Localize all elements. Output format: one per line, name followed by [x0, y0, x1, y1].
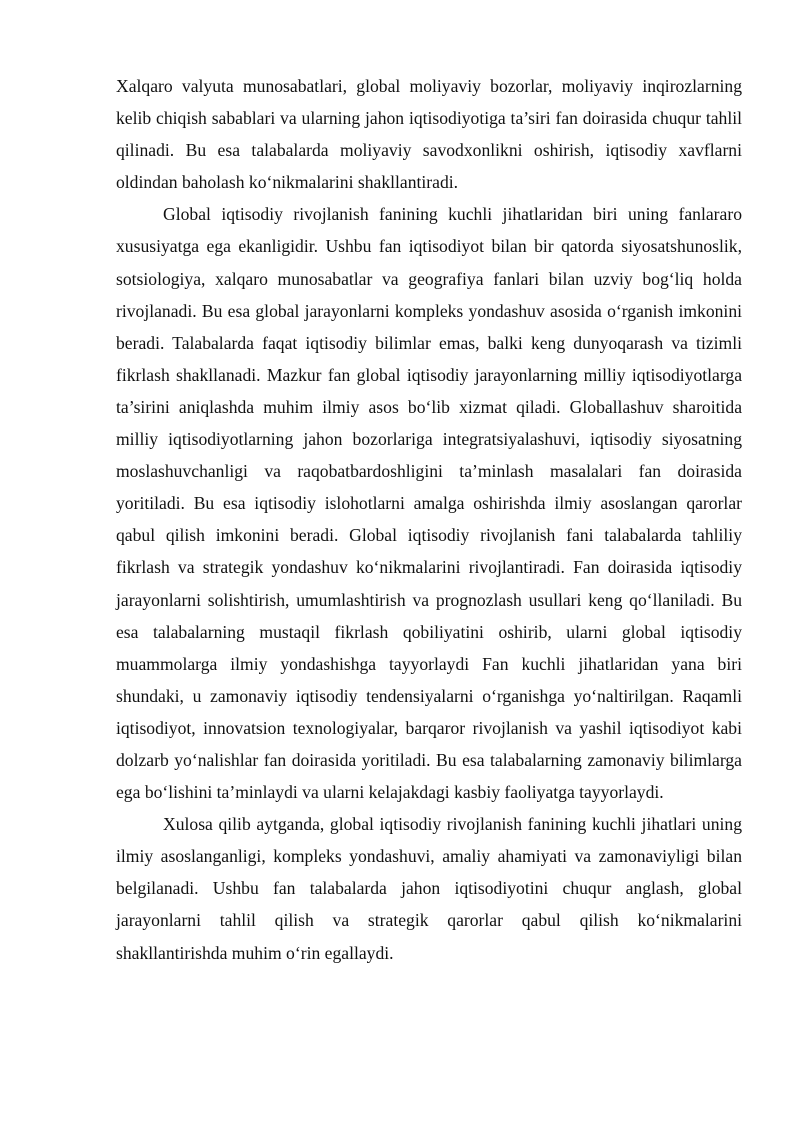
- paragraph-1: Xalqaro valyuta munosabatlari, global moliyaviy bozorlar, moliyaviy inqirozlarning kelib chiqish sabablari va ularning jahon iqtisodiyotiga ta’siri fan doirasida chuqur tahlil qilinadi. Bu esa talabalarda moliyaviy savodxonlikni oshirish, iqtisodiy xavflarni oldindan baholash ko‘nikmalarini shakllantiradi.: [116, 76, 742, 193]
- document-page: [116, 70, 742, 969]
- paragraph-3: Xulosa qilib aytganda, global iqtisodiy rivojlanish fanining kuchli jihatlari uning ilmiy asoslanganligi, kompleks yondashuvi, amaliy ahamiyati va zamonaviyligi bilan belgilanadi. Ushbu fan talabalarda jahon iqtisodiyotini chuqur anglash, global jarayonlarni tahlil qilish va strategik qarorlar qabul qilish ko‘nikmalarini shakllantirishda muhim o‘rin egallaydi.: [116, 814, 742, 963]
- paragraph-2: Global iqtisodiy rivojlanish fanining kuchli jihatlaridan biri uning fanlararo xususiyatga ega ekanligidir. Ushbu fan iqtisodiyot bilan bir qatorda siyosatshunoslik, sotsiologiya, xalqaro munosabatlar va geografiya fanlari bilan uzviy bog‘liq holda rivojlanadi. Bu esa global jarayonlarni kompleks yondashuv asosida o‘rganish imkonini beradi. Talabalarda faqat iqtisodiy bilimlar emas, balki keng dunyoqarash va tizimli fikrlash shakllanadi. Mazkur fan global iqtisodiy jarayonlarning milliy iqtisodiyotlarga ta’sirini aniqlashda muhim ilmiy asos bo‘lib xizmat qiladi. Globallashuv sharoitida milliy iqtisodiyotlarning jahon bozorlariga integratsiyalashuvi, iqtisodiy siyosatning moslashuvchanligi va raqobatbardoshligini ta’minlash masalalari fan doirasida yoritiladi. Bu esa iqtisodiy islohotlarni amalga oshirishda ilmiy asoslangan qarorlar qabul qilish imkonini beradi. Global iqtisodiy rivojlanish fani talabalarda tahliliy fikrlash va strategik yondashuv ko‘nikmalarini rivojlantiradi. Fan doirasida iqtisodiy jarayonlarni solishtirish, umumlashtirish va prognozlash usullari keng qo‘llaniladi. Bu esa talabalarning mustaqil fikrlash qobiliyatini oshirib, ularni global iqtisodiy muammolarga ilmiy yondashishga tayyorlaydi Fan kuchli jihatlaridan yana biri shundaki, u zamonaviy iqtisodiy tendensiyalarni o‘rganishga yo‘naltirilgan. Raqamli iqtisodiyot, innovatsion texnologiyalar, barqaror rivojlanish va yashil iqtisodiyot kabi dolzarb yo‘nalishlar fan doirasida yoritiladi. Bu esa talabalarning zamonaviy bilimlarga ega bo‘lishini ta’minlaydi va ularni kelajakdagi kasbiy faoliyatga tayyorlaydi.: [116, 204, 742, 803]
